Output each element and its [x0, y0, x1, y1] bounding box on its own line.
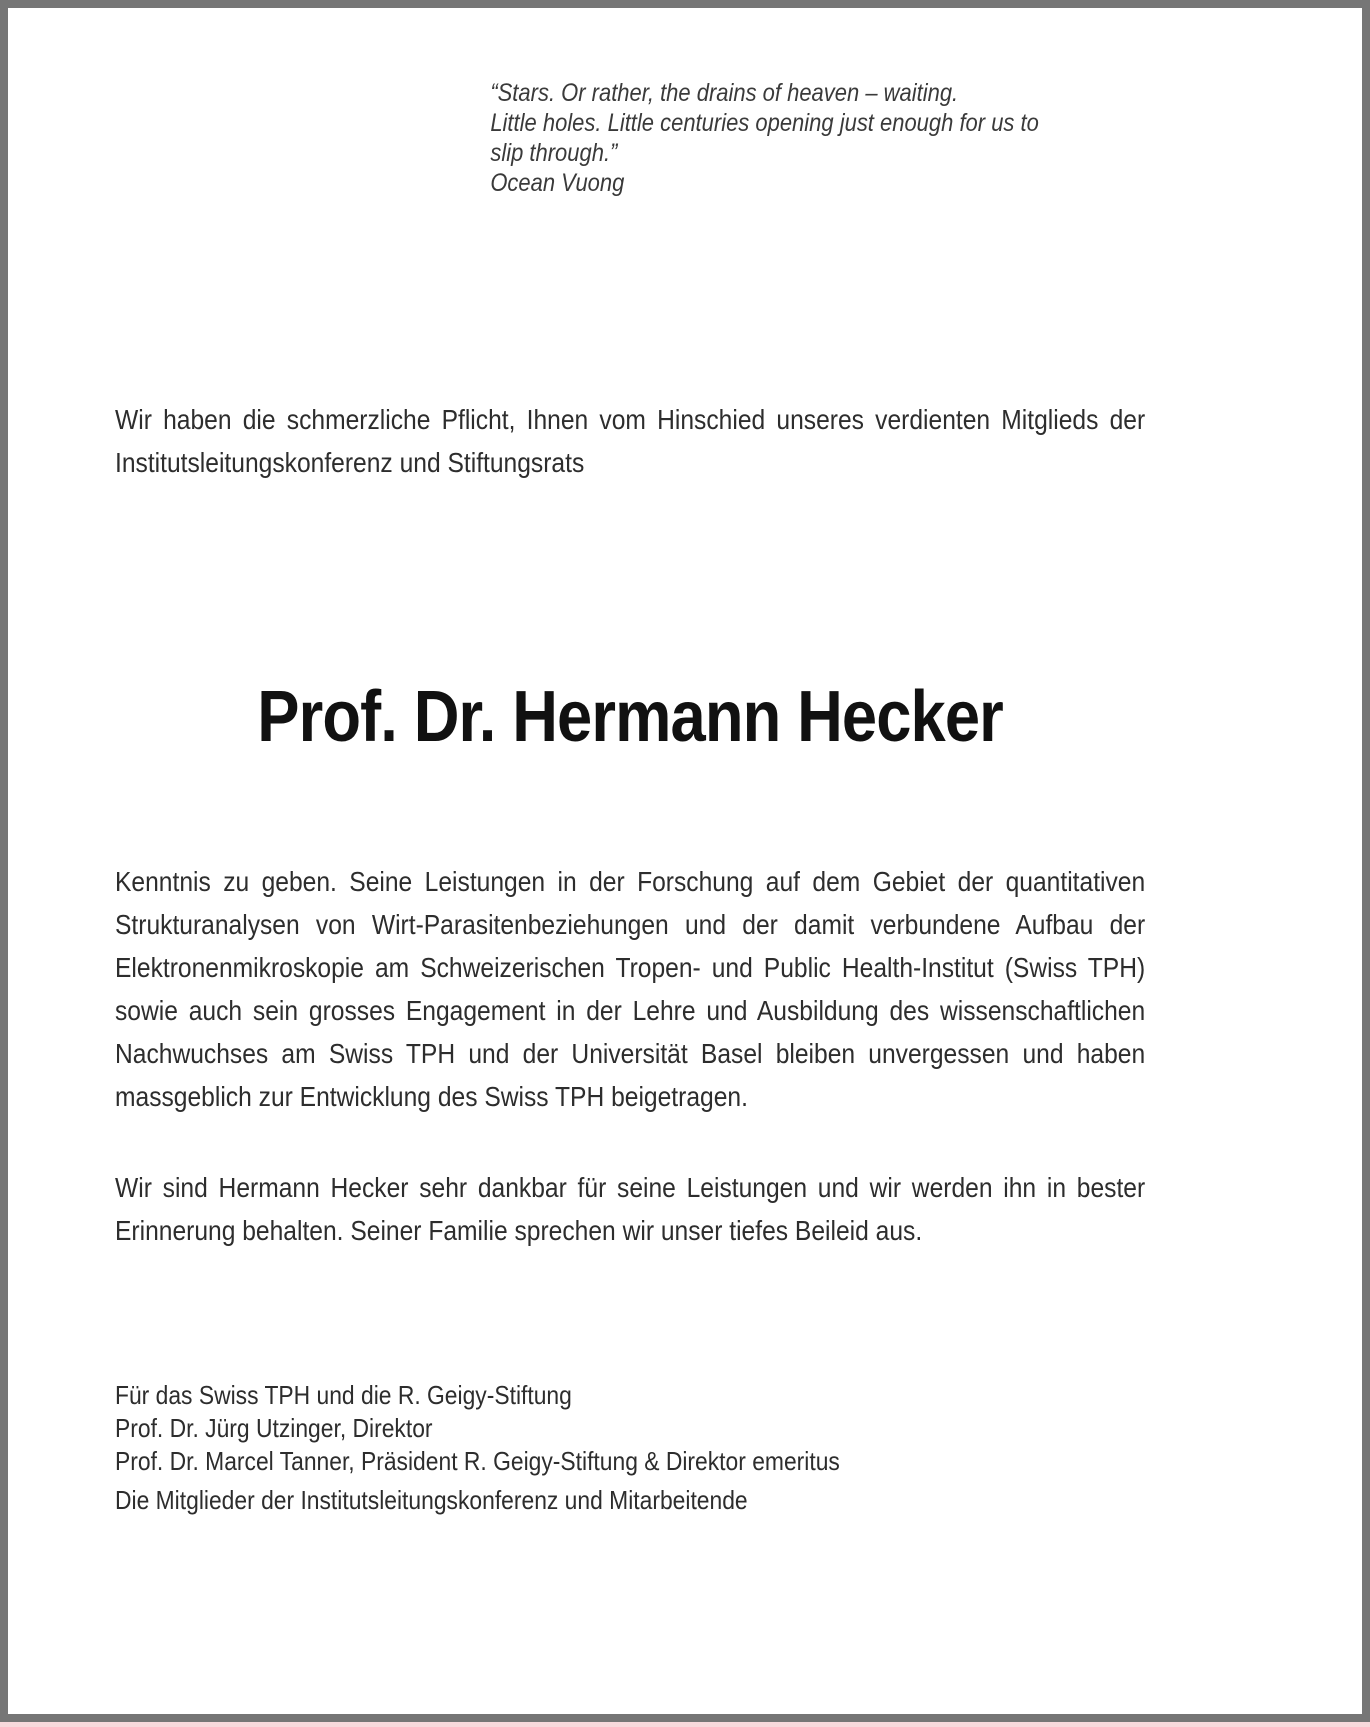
signature-line-director: Prof. Dr. Jürg Utzinger, Direktor — [115, 1413, 433, 1443]
intro-paragraph: Wir haben die schmerzliche Pflicht, Ihnen vom Hinschied unseres verdienten Mitglieds der Institutsleitungskonferenz und Stiftungsrats — [115, 404, 1146, 478]
quote-attribution: Ocean Vuong — [490, 169, 625, 197]
epigraph-quote — [490, 78, 1145, 198]
signature-line-president: Prof. Dr. Marcel Tanner, Präsident R. Geigy-Stiftung & Direktor emeritus — [115, 1446, 840, 1476]
deceased-name-heading: Prof. Dr. Hermann Hecker — [257, 677, 1003, 757]
body-paragraph-condolence: Wir sind Hermann Hecker sehr dankbar für seine Leistungen und wir werden ihn in bester Erinnerung behalten. Seiner Familie sprechen wir unser tiefes Beileid aus. — [115, 1172, 1146, 1246]
document-content — [115, 8, 1145, 1517]
signature-line-organization: Für das Swiss TPH und die R. Geigy-Stiftung — [115, 1380, 572, 1410]
signature-block — [115, 1379, 1145, 1517]
quote-line: Little holes. Little centuries opening just enough for us to — [490, 109, 1039, 137]
quote-line: slip through.” — [490, 139, 618, 167]
body-paragraph-achievements: Kenntnis zu geben. Seine Leistungen in der Forschung auf dem Gebiet der quantitativen Strukturanalysen von Wirt-Parasitenbeziehungen und der damit verbundene Aufbau der Elektronenmikroskopie am Schweizerischen Tropen- und Public Health-Institut (Swiss TPH) sowie auch sein grosses Engagement in der Lehre und Ausbildung des wissenschaftlichen Nachwuchses am Swiss TPH und der Universität Basel bleiben unvergessen und haben massgeblich zur Entwicklung des Swiss TPH beigetragen. — [115, 866, 1146, 1112]
signature-line-members: Die Mitglieder der Institutsleitungskonferenz und Mitarbeitende — [115, 1485, 748, 1515]
bottom-pink-strip — [0, 1722, 1370, 1727]
quote-line: “Stars. Or rather, the drains of heaven – waiting. — [490, 79, 959, 107]
